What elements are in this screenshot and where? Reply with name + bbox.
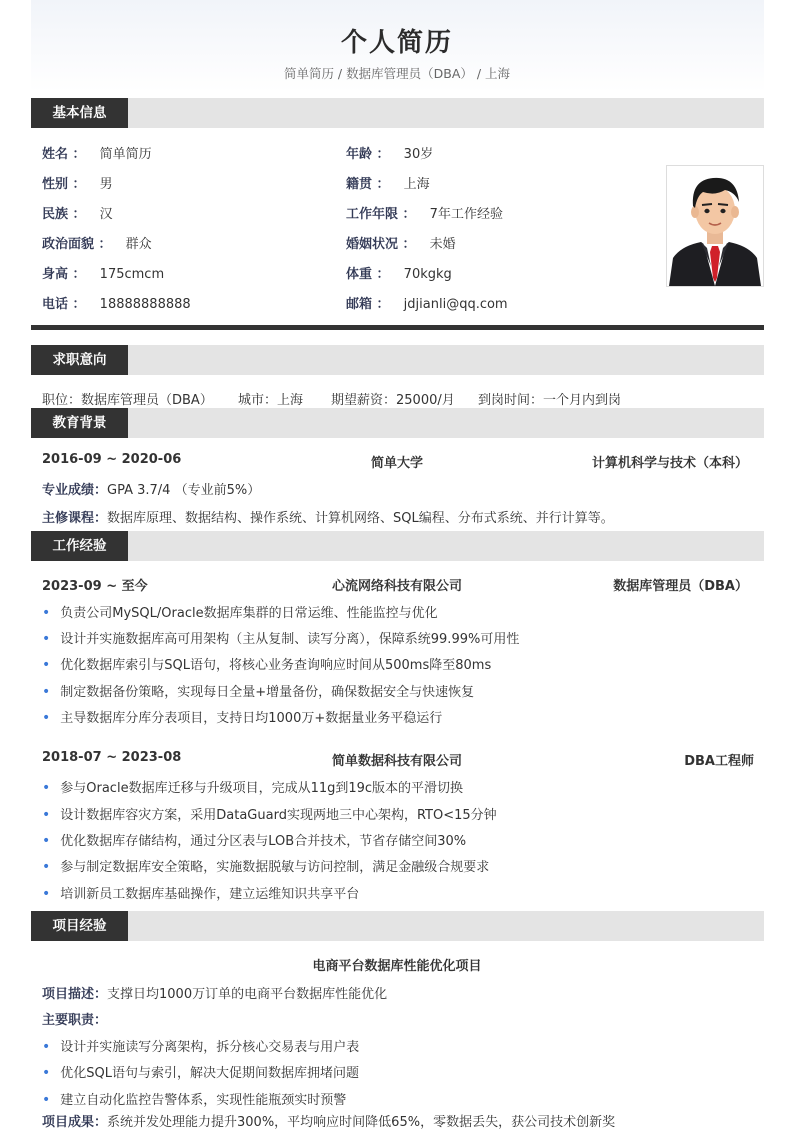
section-title: 项目经验 xyxy=(31,911,128,941)
info-value: 汉 xyxy=(99,207,113,222)
work-period: 2023-09 ~ 至今 xyxy=(42,579,148,594)
section-divider xyxy=(31,325,764,330)
section-education xyxy=(31,408,764,438)
info-age xyxy=(346,143,433,162)
info-phone xyxy=(42,293,191,312)
edu-grade xyxy=(42,479,260,498)
project-duty-label: 主要职责： xyxy=(42,1013,108,1028)
work-period: 2018-07 ~ 2023-08 xyxy=(42,750,182,765)
info-label: 身高 ： xyxy=(42,267,86,282)
edu-grade-label: 专业成绩： xyxy=(42,483,108,498)
info-label: 性别 ： xyxy=(42,177,86,192)
edu-major: 计算机科学与技术（本科） xyxy=(591,456,748,471)
info-label: 电话 ： xyxy=(42,297,86,312)
edu-courses-label: 主修课程： xyxy=(42,511,108,526)
info-political xyxy=(42,233,152,252)
project-result-value: 系统并发处理能力提升300%，平均响应时间降低65%，零数据丢失，获公司技术创新奖 xyxy=(107,1115,616,1130)
project-desc xyxy=(42,983,387,1002)
avatar xyxy=(666,165,764,287)
project-result-label: 项目成果： xyxy=(42,1115,108,1130)
project-desc-label: 项目描述： xyxy=(42,987,108,1002)
intent-arrival: 到岗时间：一个月内到岗 xyxy=(478,393,622,408)
info-value: 30岁 xyxy=(403,147,434,162)
info-value: 简单简历 xyxy=(99,147,152,162)
info-value: 男 xyxy=(99,177,113,192)
work-item: • 优化数据库索引与SQL语句，将核心业务查询响应时间从500ms降至80ms xyxy=(42,654,491,673)
info-label: 年龄 ： xyxy=(346,147,390,162)
intent-salary: 期望薪资：25000/月 xyxy=(331,393,455,408)
info-label: 体重 ： xyxy=(346,267,390,282)
section-basic-info xyxy=(31,98,764,128)
work-role: DBA工程师 xyxy=(684,754,754,769)
edu-courses-value: 数据库原理、数据结构、操作系统、计算机网络、SQL编程、分布式系统、并行计算等。 xyxy=(107,511,614,526)
section-title: 教育背景 xyxy=(31,408,128,438)
project-item: • 建立自动化监控告警体系，实现性能瓶颈实时预警 xyxy=(42,1089,346,1108)
info-value: 群众 xyxy=(125,237,152,252)
info-hometown xyxy=(346,173,430,192)
page-title: 个人简历 xyxy=(340,28,453,58)
project-desc-value: 支撑日均1000万订单的电商平台数据库性能优化 xyxy=(107,987,388,1002)
info-value: 18888888888 xyxy=(99,297,191,312)
info-gender xyxy=(42,173,113,192)
info-years xyxy=(346,203,503,222)
page-subtitle: 简单简历 / 数据库管理员（DBA） / 上海 xyxy=(283,66,511,81)
edu-period: 2016-09 ~ 2020-06 xyxy=(42,452,182,467)
info-value: 7年工作经验 xyxy=(429,207,503,222)
info-label: 籍贯 ： xyxy=(346,177,390,192)
edu-school: 简单大学 xyxy=(370,456,423,471)
info-name xyxy=(42,143,152,162)
section-title: 基本信息 xyxy=(31,98,128,128)
info-value: 未婚 xyxy=(429,237,456,252)
intent-position: 职位：数据库管理员（DBA） xyxy=(42,393,213,408)
info-label: 姓名 ： xyxy=(42,147,86,162)
section-project xyxy=(31,911,764,941)
project-item: • 设计并实施读写分离架构，拆分核心交易表与用户表 xyxy=(42,1036,359,1055)
work-company: 心流网络科技有限公司 xyxy=(331,579,462,594)
intent-city: 城市：上海 xyxy=(238,393,304,408)
info-height xyxy=(42,263,164,282)
info-email xyxy=(346,293,508,312)
section-job-intent xyxy=(31,345,764,375)
work-item: • 负责公司MySQL/Oracle数据库集群的日常运维、性能监控与优化 xyxy=(42,602,438,621)
work-item: • 参与Oracle数据库迁移与升级项目，完成从11g到19c版本的平滑切换 xyxy=(42,777,463,796)
work-item: • 优化数据库存储结构，通过分区表与LOB合并技术，节省存储空间30% xyxy=(42,830,466,849)
work-item: • 主导数据库分库分表项目，支持日均1000万+数据量业务平稳运行 xyxy=(42,707,442,726)
section-work xyxy=(31,531,764,561)
work-item: • 培训新员工数据库基础操作，建立运维知识共享平台 xyxy=(42,883,359,902)
edu-courses xyxy=(42,507,614,526)
edu-grade-value: GPA 3.7/4 （专业前5%） xyxy=(107,483,261,498)
work-company: 简单数据科技有限公司 xyxy=(331,754,462,769)
project-item: • 优化SQL语句与索引，解决大促期间数据库拥堵问题 xyxy=(42,1062,359,1081)
info-ethnicity xyxy=(42,203,113,222)
info-value: 上海 xyxy=(403,177,430,192)
section-title: 求职意向 xyxy=(31,345,128,375)
work-role: 数据库管理员（DBA） xyxy=(613,579,748,594)
info-label: 民族 ： xyxy=(42,207,86,222)
work-item: • 设计数据库容灾方案，采用DataGuard实现两地三中心架构，RTO<15分钟 xyxy=(42,804,497,823)
project-name: 电商平台数据库性能优化项目 xyxy=(312,959,482,974)
project-result xyxy=(42,1111,615,1130)
info-value: jdjianli@qq.com xyxy=(403,297,508,312)
section-title: 工作经验 xyxy=(31,531,128,561)
info-weight xyxy=(346,263,452,282)
info-value: 70kgkg xyxy=(403,267,452,282)
work-item: • 制定数据备份策略，实现每日全量+增量备份，确保数据安全与快速恢复 xyxy=(42,681,474,700)
avatar-illustration xyxy=(667,166,763,286)
info-marital xyxy=(346,233,456,252)
info-label: 邮箱 ： xyxy=(346,297,390,312)
info-label: 政治面貌 ： xyxy=(42,237,112,252)
info-label: 婚姻状况 ： xyxy=(346,237,416,252)
info-label: 工作年限 ： xyxy=(346,207,416,222)
info-value: 175cmcm xyxy=(99,267,165,282)
work-item: • 设计并实施数据库高可用架构（主从复制、读写分离），保障系统99.99%可用性 xyxy=(42,628,519,647)
work-item: • 参与制定数据库安全策略，实施数据脱敏与访问控制，满足金融级合规要求 xyxy=(42,856,489,875)
